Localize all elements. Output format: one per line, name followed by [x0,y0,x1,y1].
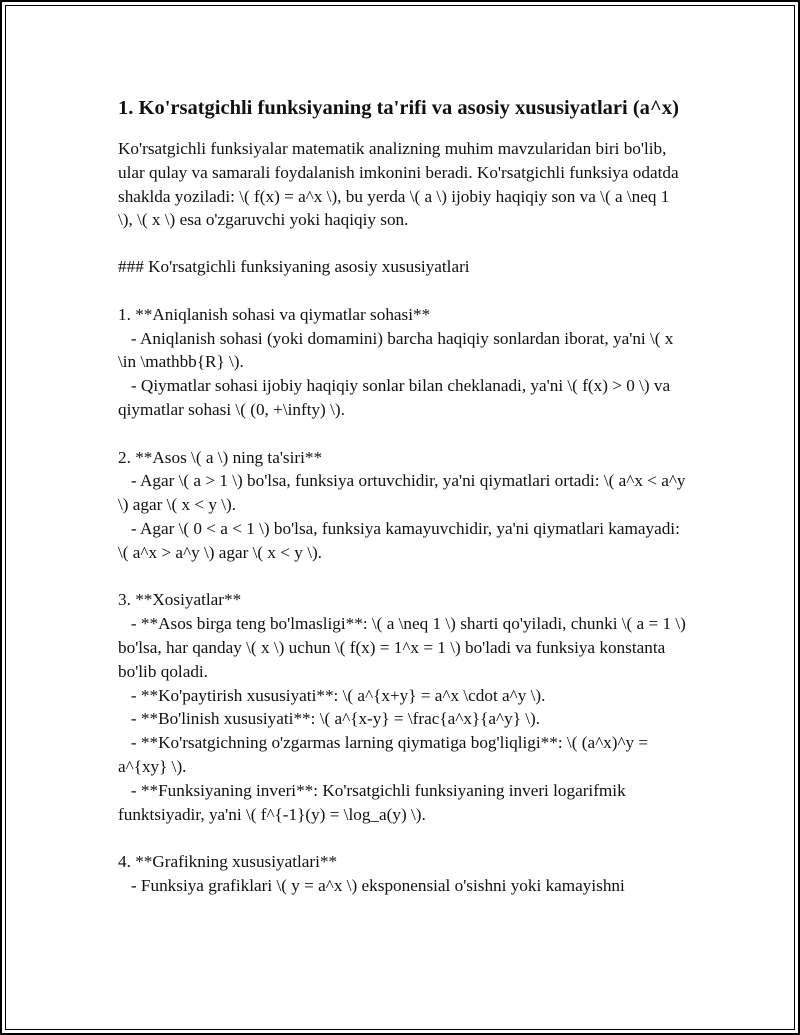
document-body [118,94,688,898]
intro-paragraph: Ko'rsatgichli funksiyalar matematik analizning muhim mavzularidan biri bo'lib, ular qulay va samarali foydalanish imkonini beradi. Ko'rsatgichli funksiya odatda shaklda yoziladi: \( f(x) = a^x \), bu yerda \( a \) ijobiy haqiqiy son va \( a \neq 1 \), \( x \) esa o'zgaruvchi yoki haqiqiy son. [118,139,683,230]
page-title: 1. Ko'rsatgichli funksiyaning ta'rifi va asosiy xususiyatlari (a^x) [118,97,679,119]
properties-section: ### Ko'rsatgichli funksiyaning asosiy xususiyatlari 1. **Aniqlanish sohasi va qiymatlar sohasi** - Aniqlanish sohasi (yoki domamini) barcha haqiqiy sonlardan iborat, ya'ni \( x \in \mathbb{R} \). - Qiymatlar sohasi ijobiy haqiqiy sonlar bilan cheklanadi, ya'ni \( f(x) > 0 \) va qiymatlar sohasi \( (0, +\infty) \). 2. **Asos \( a \) ning ta'siri** - Agar \( a > 1 \) bo'lsa, funksiya ortuvchidir, ya'ni qiymatlari ortadi: \( a^x < a^y \) agar \( x < y \). - Agar \( 0 < a < 1 \) bo'lsa, funksiya kamayuvchidir, ya'ni qiymatlari kamayadi: \( a^x > a^y \) agar \( x < y \). 3. **Xosiyatlar** - **Asos birga teng bo'lmasligi**: \( a \neq 1 \) sharti qo'yiladi, chunki \( a = 1 \) bo'lsa, har qanday \( x \) uchun \( f(x) = 1^x = 1 \) bo'ladi va funksiya konstanta bo'lib qoladi. - **Ko'paytirish xususiyati**: \( a^{x+y} = a^x \cdot a^y \). - **Bo'linish xususiyati**: \( a^{x-y} = \frac{a^x}{a^y} \). - **Ko'rsatgichning o'zgarmas larning qiymatiga bog'liqligi**: \( (a^x)^y = a^{xy} \). - **Funksiyaning inveri**: Ko'rsatgichli funksiyaning inveri logarifmik funktsiyadir, ya'ni \( f^{-1}(y) = \log_a(y) \). 4. **Grafikning xususiyatlari** - Funksiya grafiklari \( y = a^x \) eksponensial o'sishni yoki kamayishni [118,257,686,895]
